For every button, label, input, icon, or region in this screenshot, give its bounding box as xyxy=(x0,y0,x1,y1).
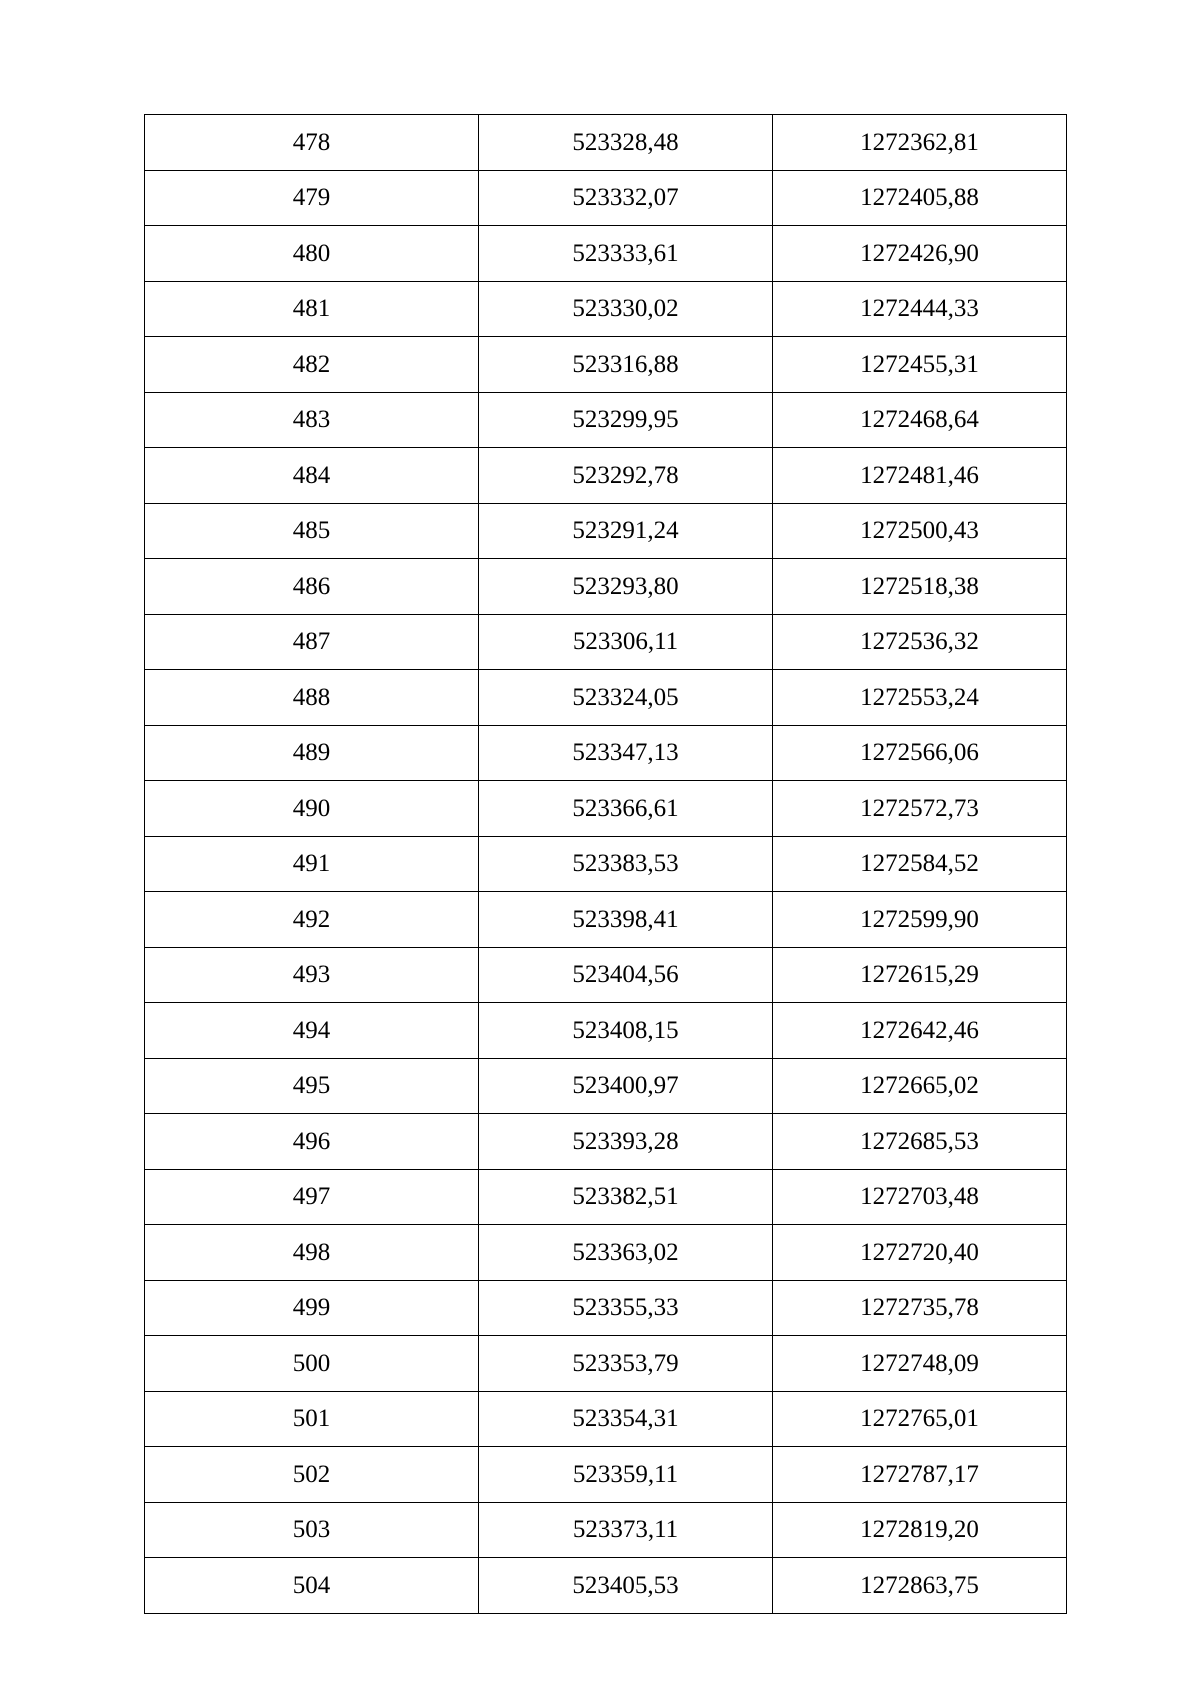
y-coordinate-cell: 1272819,20 xyxy=(773,1502,1067,1558)
point-number-cell: 490 xyxy=(145,781,479,837)
table-row xyxy=(145,892,1067,948)
point-number-cell: 479 xyxy=(145,170,479,226)
x-coordinate-cell: 523355,33 xyxy=(479,1280,773,1336)
x-coordinate-cell: 523383,53 xyxy=(479,836,773,892)
point-number-cell: 496 xyxy=(145,1114,479,1170)
coordinates-table-body xyxy=(145,115,1067,1614)
x-coordinate-cell: 523404,56 xyxy=(479,947,773,1003)
x-coordinate-cell: 523382,51 xyxy=(479,1169,773,1225)
table-row xyxy=(145,1058,1067,1114)
point-number-cell: 495 xyxy=(145,1058,479,1114)
table-row xyxy=(145,1280,1067,1336)
point-number-cell: 481 xyxy=(145,281,479,337)
y-coordinate-cell: 1272405,88 xyxy=(773,170,1067,226)
table-row xyxy=(145,947,1067,1003)
coordinates-table xyxy=(144,114,1067,1614)
y-coordinate-cell: 1272455,31 xyxy=(773,337,1067,393)
y-coordinate-cell: 1272863,75 xyxy=(773,1558,1067,1614)
point-number-cell: 494 xyxy=(145,1003,479,1059)
table-row xyxy=(145,781,1067,837)
point-number-cell: 491 xyxy=(145,836,479,892)
table-row xyxy=(145,1502,1067,1558)
y-coordinate-cell: 1272444,33 xyxy=(773,281,1067,337)
table-row xyxy=(145,337,1067,393)
table-row xyxy=(145,614,1067,670)
x-coordinate-cell: 523347,13 xyxy=(479,725,773,781)
y-coordinate-cell: 1272572,73 xyxy=(773,781,1067,837)
y-coordinate-cell: 1272748,09 xyxy=(773,1336,1067,1392)
x-coordinate-cell: 523293,80 xyxy=(479,559,773,615)
x-coordinate-cell: 523353,79 xyxy=(479,1336,773,1392)
x-coordinate-cell: 523330,02 xyxy=(479,281,773,337)
x-coordinate-cell: 523299,95 xyxy=(479,392,773,448)
x-coordinate-cell: 523333,61 xyxy=(479,226,773,282)
y-coordinate-cell: 1272536,32 xyxy=(773,614,1067,670)
table-row xyxy=(145,559,1067,615)
table-row xyxy=(145,281,1067,337)
table-row xyxy=(145,1336,1067,1392)
table-row xyxy=(145,836,1067,892)
point-number-cell: 500 xyxy=(145,1336,479,1392)
table-row xyxy=(145,1558,1067,1614)
x-coordinate-cell: 523408,15 xyxy=(479,1003,773,1059)
table-row xyxy=(145,503,1067,559)
point-number-cell: 503 xyxy=(145,1502,479,1558)
table-row xyxy=(145,392,1067,448)
point-number-cell: 484 xyxy=(145,448,479,504)
point-number-cell: 498 xyxy=(145,1225,479,1281)
x-coordinate-cell: 523328,48 xyxy=(479,115,773,171)
x-coordinate-cell: 523292,78 xyxy=(479,448,773,504)
point-number-cell: 492 xyxy=(145,892,479,948)
x-coordinate-cell: 523354,31 xyxy=(479,1391,773,1447)
y-coordinate-cell: 1272765,01 xyxy=(773,1391,1067,1447)
point-number-cell: 499 xyxy=(145,1280,479,1336)
table-row xyxy=(145,670,1067,726)
x-coordinate-cell: 523363,02 xyxy=(479,1225,773,1281)
point-number-cell: 482 xyxy=(145,337,479,393)
x-coordinate-cell: 523398,41 xyxy=(479,892,773,948)
table-row xyxy=(145,1169,1067,1225)
y-coordinate-cell: 1272584,52 xyxy=(773,836,1067,892)
y-coordinate-cell: 1272735,78 xyxy=(773,1280,1067,1336)
x-coordinate-cell: 523316,88 xyxy=(479,337,773,393)
y-coordinate-cell: 1272468,64 xyxy=(773,392,1067,448)
y-coordinate-cell: 1272362,81 xyxy=(773,115,1067,171)
table-row xyxy=(145,170,1067,226)
y-coordinate-cell: 1272615,29 xyxy=(773,947,1067,1003)
table-row xyxy=(145,1447,1067,1503)
table-row xyxy=(145,1003,1067,1059)
point-number-cell: 493 xyxy=(145,947,479,1003)
x-coordinate-cell: 523393,28 xyxy=(479,1114,773,1170)
x-coordinate-cell: 523324,05 xyxy=(479,670,773,726)
point-number-cell: 487 xyxy=(145,614,479,670)
y-coordinate-cell: 1272518,38 xyxy=(773,559,1067,615)
table-row xyxy=(145,1391,1067,1447)
y-coordinate-cell: 1272703,48 xyxy=(773,1169,1067,1225)
y-coordinate-cell: 1272481,46 xyxy=(773,448,1067,504)
table-row xyxy=(145,115,1067,171)
x-coordinate-cell: 523306,11 xyxy=(479,614,773,670)
y-coordinate-cell: 1272665,02 xyxy=(773,1058,1067,1114)
y-coordinate-cell: 1272720,40 xyxy=(773,1225,1067,1281)
point-number-cell: 478 xyxy=(145,115,479,171)
x-coordinate-cell: 523366,61 xyxy=(479,781,773,837)
x-coordinate-cell: 523400,97 xyxy=(479,1058,773,1114)
x-coordinate-cell: 523332,07 xyxy=(479,170,773,226)
y-coordinate-cell: 1272500,43 xyxy=(773,503,1067,559)
y-coordinate-cell: 1272685,53 xyxy=(773,1114,1067,1170)
table-row xyxy=(145,448,1067,504)
point-number-cell: 501 xyxy=(145,1391,479,1447)
y-coordinate-cell: 1272553,24 xyxy=(773,670,1067,726)
table-row xyxy=(145,1114,1067,1170)
point-number-cell: 497 xyxy=(145,1169,479,1225)
point-number-cell: 488 xyxy=(145,670,479,726)
table-row xyxy=(145,1225,1067,1281)
y-coordinate-cell: 1272426,90 xyxy=(773,226,1067,282)
point-number-cell: 504 xyxy=(145,1558,479,1614)
table-row xyxy=(145,725,1067,781)
y-coordinate-cell: 1272642,46 xyxy=(773,1003,1067,1059)
point-number-cell: 480 xyxy=(145,226,479,282)
y-coordinate-cell: 1272787,17 xyxy=(773,1447,1067,1503)
table-row xyxy=(145,226,1067,282)
point-number-cell: 485 xyxy=(145,503,479,559)
x-coordinate-cell: 523359,11 xyxy=(479,1447,773,1503)
point-number-cell: 489 xyxy=(145,725,479,781)
point-number-cell: 483 xyxy=(145,392,479,448)
x-coordinate-cell: 523291,24 xyxy=(479,503,773,559)
point-number-cell: 486 xyxy=(145,559,479,615)
x-coordinate-cell: 523405,53 xyxy=(479,1558,773,1614)
y-coordinate-cell: 1272599,90 xyxy=(773,892,1067,948)
y-coordinate-cell: 1272566,06 xyxy=(773,725,1067,781)
x-coordinate-cell: 523373,11 xyxy=(479,1502,773,1558)
point-number-cell: 502 xyxy=(145,1447,479,1503)
